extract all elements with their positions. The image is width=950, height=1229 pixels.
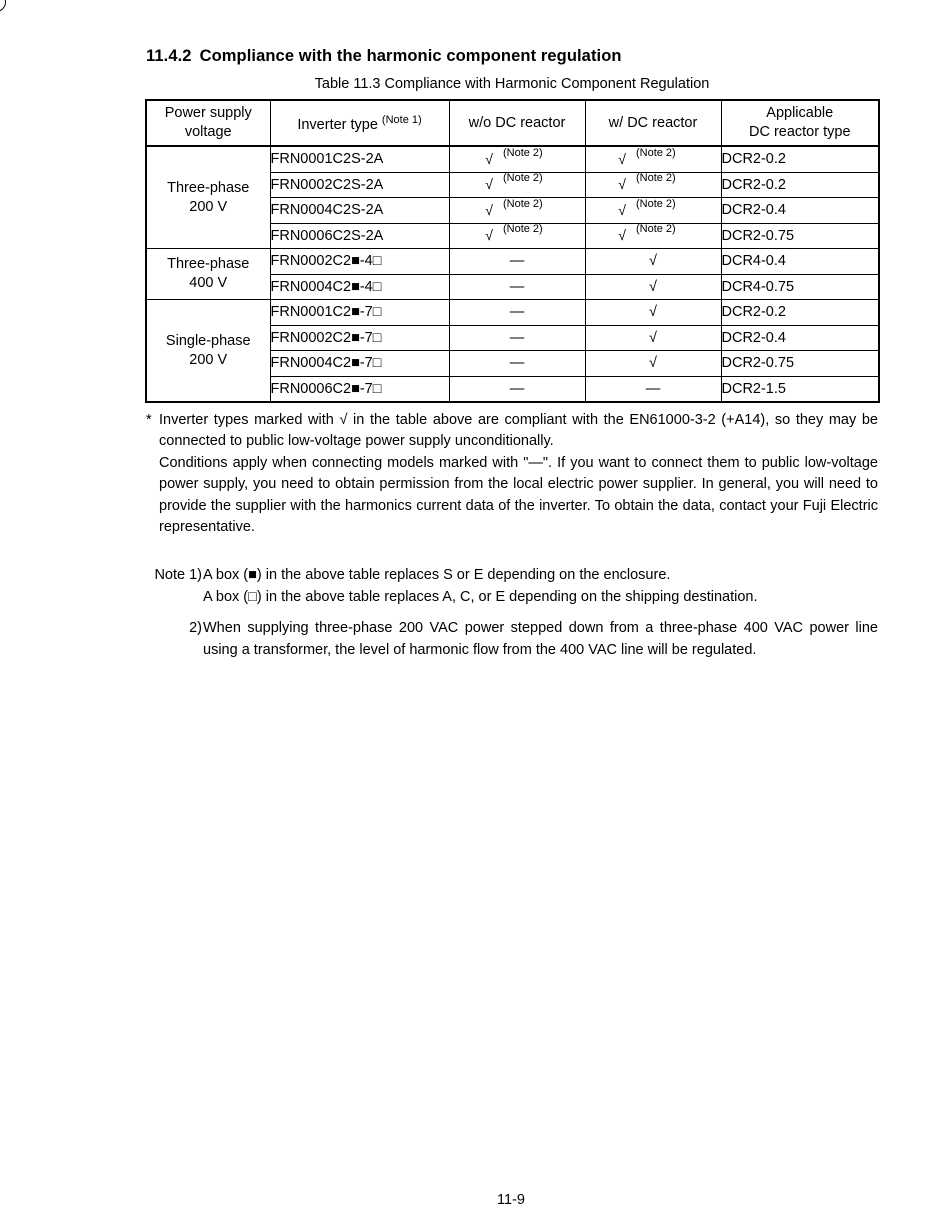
inverter-type-cell: FRN0006C2S-2A <box>270 223 449 249</box>
inverter-type-cell: FRN0006C2■-7□ <box>270 376 449 402</box>
with-reactor-cell: — <box>585 376 721 402</box>
dc-reactor-type-cell: DCR2-0.4 <box>721 325 879 351</box>
table-caption: Table 11.3 Compliance with Harmonic Component Regulation <box>314 76 710 92</box>
footnote-asterisk: * <box>146 412 152 428</box>
note-1-line-1: A box (■) in the above table replaces S or E depending on the enclosure. <box>203 567 671 584</box>
note2-ref: (Note 2) <box>635 146 676 159</box>
edge-scan-mark <box>0 0 6 12</box>
without-reactor-cell: — <box>449 274 585 300</box>
note-2 <box>146 618 878 661</box>
table-header-row <box>146 100 879 146</box>
dc-reactor-type-cell: DCR2-0.2 <box>721 172 879 198</box>
note2-ref: (Note 2) <box>502 197 543 210</box>
without-reactor-cell <box>449 172 585 198</box>
check-mark: √ <box>618 150 626 167</box>
note-1 <box>146 565 878 608</box>
note-1-line-2: A box (□) in the above table replaces A, C, or E depending on the shipping destination. <box>203 588 758 605</box>
with-reactor-cell <box>585 223 721 249</box>
note-1-label: Note 1) <box>154 567 202 584</box>
inverter-type-cell: FRN0002C2S-2A <box>270 172 449 198</box>
with-reactor-cell: √ <box>585 249 721 275</box>
section-title-text: Compliance with the harmonic component regulation <box>199 47 622 65</box>
table-row <box>146 249 879 275</box>
without-reactor-cell: — <box>449 376 585 402</box>
inverter-type-cell: FRN0001C2S-2A <box>270 146 449 172</box>
check-mark: √ <box>485 150 493 167</box>
inverter-type-cell: FRN0002C2■-4□ <box>270 249 449 275</box>
compliance-footnote <box>146 410 878 538</box>
with-reactor-cell: √ <box>585 351 721 377</box>
dc-reactor-type-cell: DCR4-0.4 <box>721 249 879 275</box>
without-reactor-cell: — <box>449 249 585 275</box>
voltage-group-cell: Three-phase 400 V <box>146 249 270 300</box>
dc-reactor-type-cell: DCR2-1.5 <box>721 376 879 402</box>
section-heading <box>146 47 622 66</box>
without-reactor-cell: — <box>449 351 585 377</box>
notes-section <box>146 410 878 661</box>
without-reactor-cell: — <box>449 325 585 351</box>
header-without-dc-reactor: w/o DC reactor <box>449 100 585 146</box>
note2-ref: (Note 2) <box>635 223 676 236</box>
inverter-type-cell: FRN0002C2■-7□ <box>270 325 449 351</box>
dc-reactor-type-cell: DCR2-0.75 <box>721 351 879 377</box>
notes-list <box>146 565 878 661</box>
note2-ref: (Note 2) <box>635 197 676 210</box>
header-dc-reactor-type: Applicable DC reactor type <box>721 100 879 146</box>
note2-ref: (Note 2) <box>502 146 543 159</box>
without-reactor-cell: — <box>449 300 585 326</box>
inverter-type-cell: FRN0004C2■-7□ <box>270 351 449 377</box>
footnote-paragraph-2: Conditions apply when connecting models marked with "—". If you want to connect them to public low-voltage power supply, you need to obtain permission from the local electric power supplier. In general, you will need to provide the supplier with the harmonics current data of the inverter. To obtain the data, contact your Fuji Electric representative. <box>159 454 878 536</box>
note2-ref: (Note 2) <box>502 172 543 185</box>
check-mark: √ <box>485 201 493 218</box>
harmonic-compliance-table <box>145 99 880 403</box>
dc-reactor-type-cell: DCR4-0.75 <box>721 274 879 300</box>
with-reactor-cell <box>585 146 721 172</box>
note2-ref: (Note 2) <box>502 223 543 236</box>
header-with-dc-reactor: w/ DC reactor <box>585 100 721 146</box>
footnote-paragraph-1: Inverter types marked with √ in the table above are compliant with the EN61000-3-2 (+A14), so they may be connected to public low-voltage power supply unconditionally. <box>159 412 878 450</box>
check-mark: √ <box>618 201 626 218</box>
without-reactor-cell <box>449 223 585 249</box>
note-2-text: When supplying three-phase 200 VAC power stepped down from a three-phase 400 VAC power line using a transformer, the level of harmonic flow from the 400 VAC line will be regulated. <box>203 620 878 658</box>
note-2-label: 2) <box>189 620 202 637</box>
with-reactor-cell: √ <box>585 274 721 300</box>
with-reactor-cell <box>585 172 721 198</box>
voltage-group-cell: Single-phase 200 V <box>146 300 270 403</box>
dc-reactor-type-cell: DCR2-0.4 <box>721 198 879 224</box>
check-mark: √ <box>485 176 493 193</box>
table-row <box>146 146 879 172</box>
inverter-type-cell: FRN0004C2■-4□ <box>270 274 449 300</box>
voltage-group-cell: Three-phase 200 V <box>146 146 270 249</box>
table-row <box>146 300 879 326</box>
check-mark: √ <box>485 227 493 244</box>
check-mark: √ <box>618 227 626 244</box>
dc-reactor-type-cell: DCR2-0.2 <box>721 146 879 172</box>
note2-ref: (Note 2) <box>635 172 676 185</box>
dc-reactor-type-cell: DCR2-0.75 <box>721 223 879 249</box>
inverter-type-cell: FRN0001C2■-7□ <box>270 300 449 326</box>
with-reactor-cell: √ <box>585 325 721 351</box>
with-reactor-cell: √ <box>585 300 721 326</box>
section-number: 11.4.2 <box>146 47 192 65</box>
header-inverter-type: Inverter type $^{(Note 1)}$ <box>270 100 449 146</box>
without-reactor-cell <box>449 146 585 172</box>
dc-reactor-type-cell: DCR2-0.2 <box>721 300 879 326</box>
check-mark: √ <box>618 176 626 193</box>
inverter-type-cell: FRN0004C2S-2A <box>270 198 449 224</box>
with-reactor-cell <box>585 198 721 224</box>
without-reactor-cell <box>449 198 585 224</box>
header-voltage: Power supply voltage <box>146 100 270 146</box>
header-note1-ref: (Note 1) <box>381 114 422 126</box>
page-number: 11-9 <box>497 1192 525 1208</box>
